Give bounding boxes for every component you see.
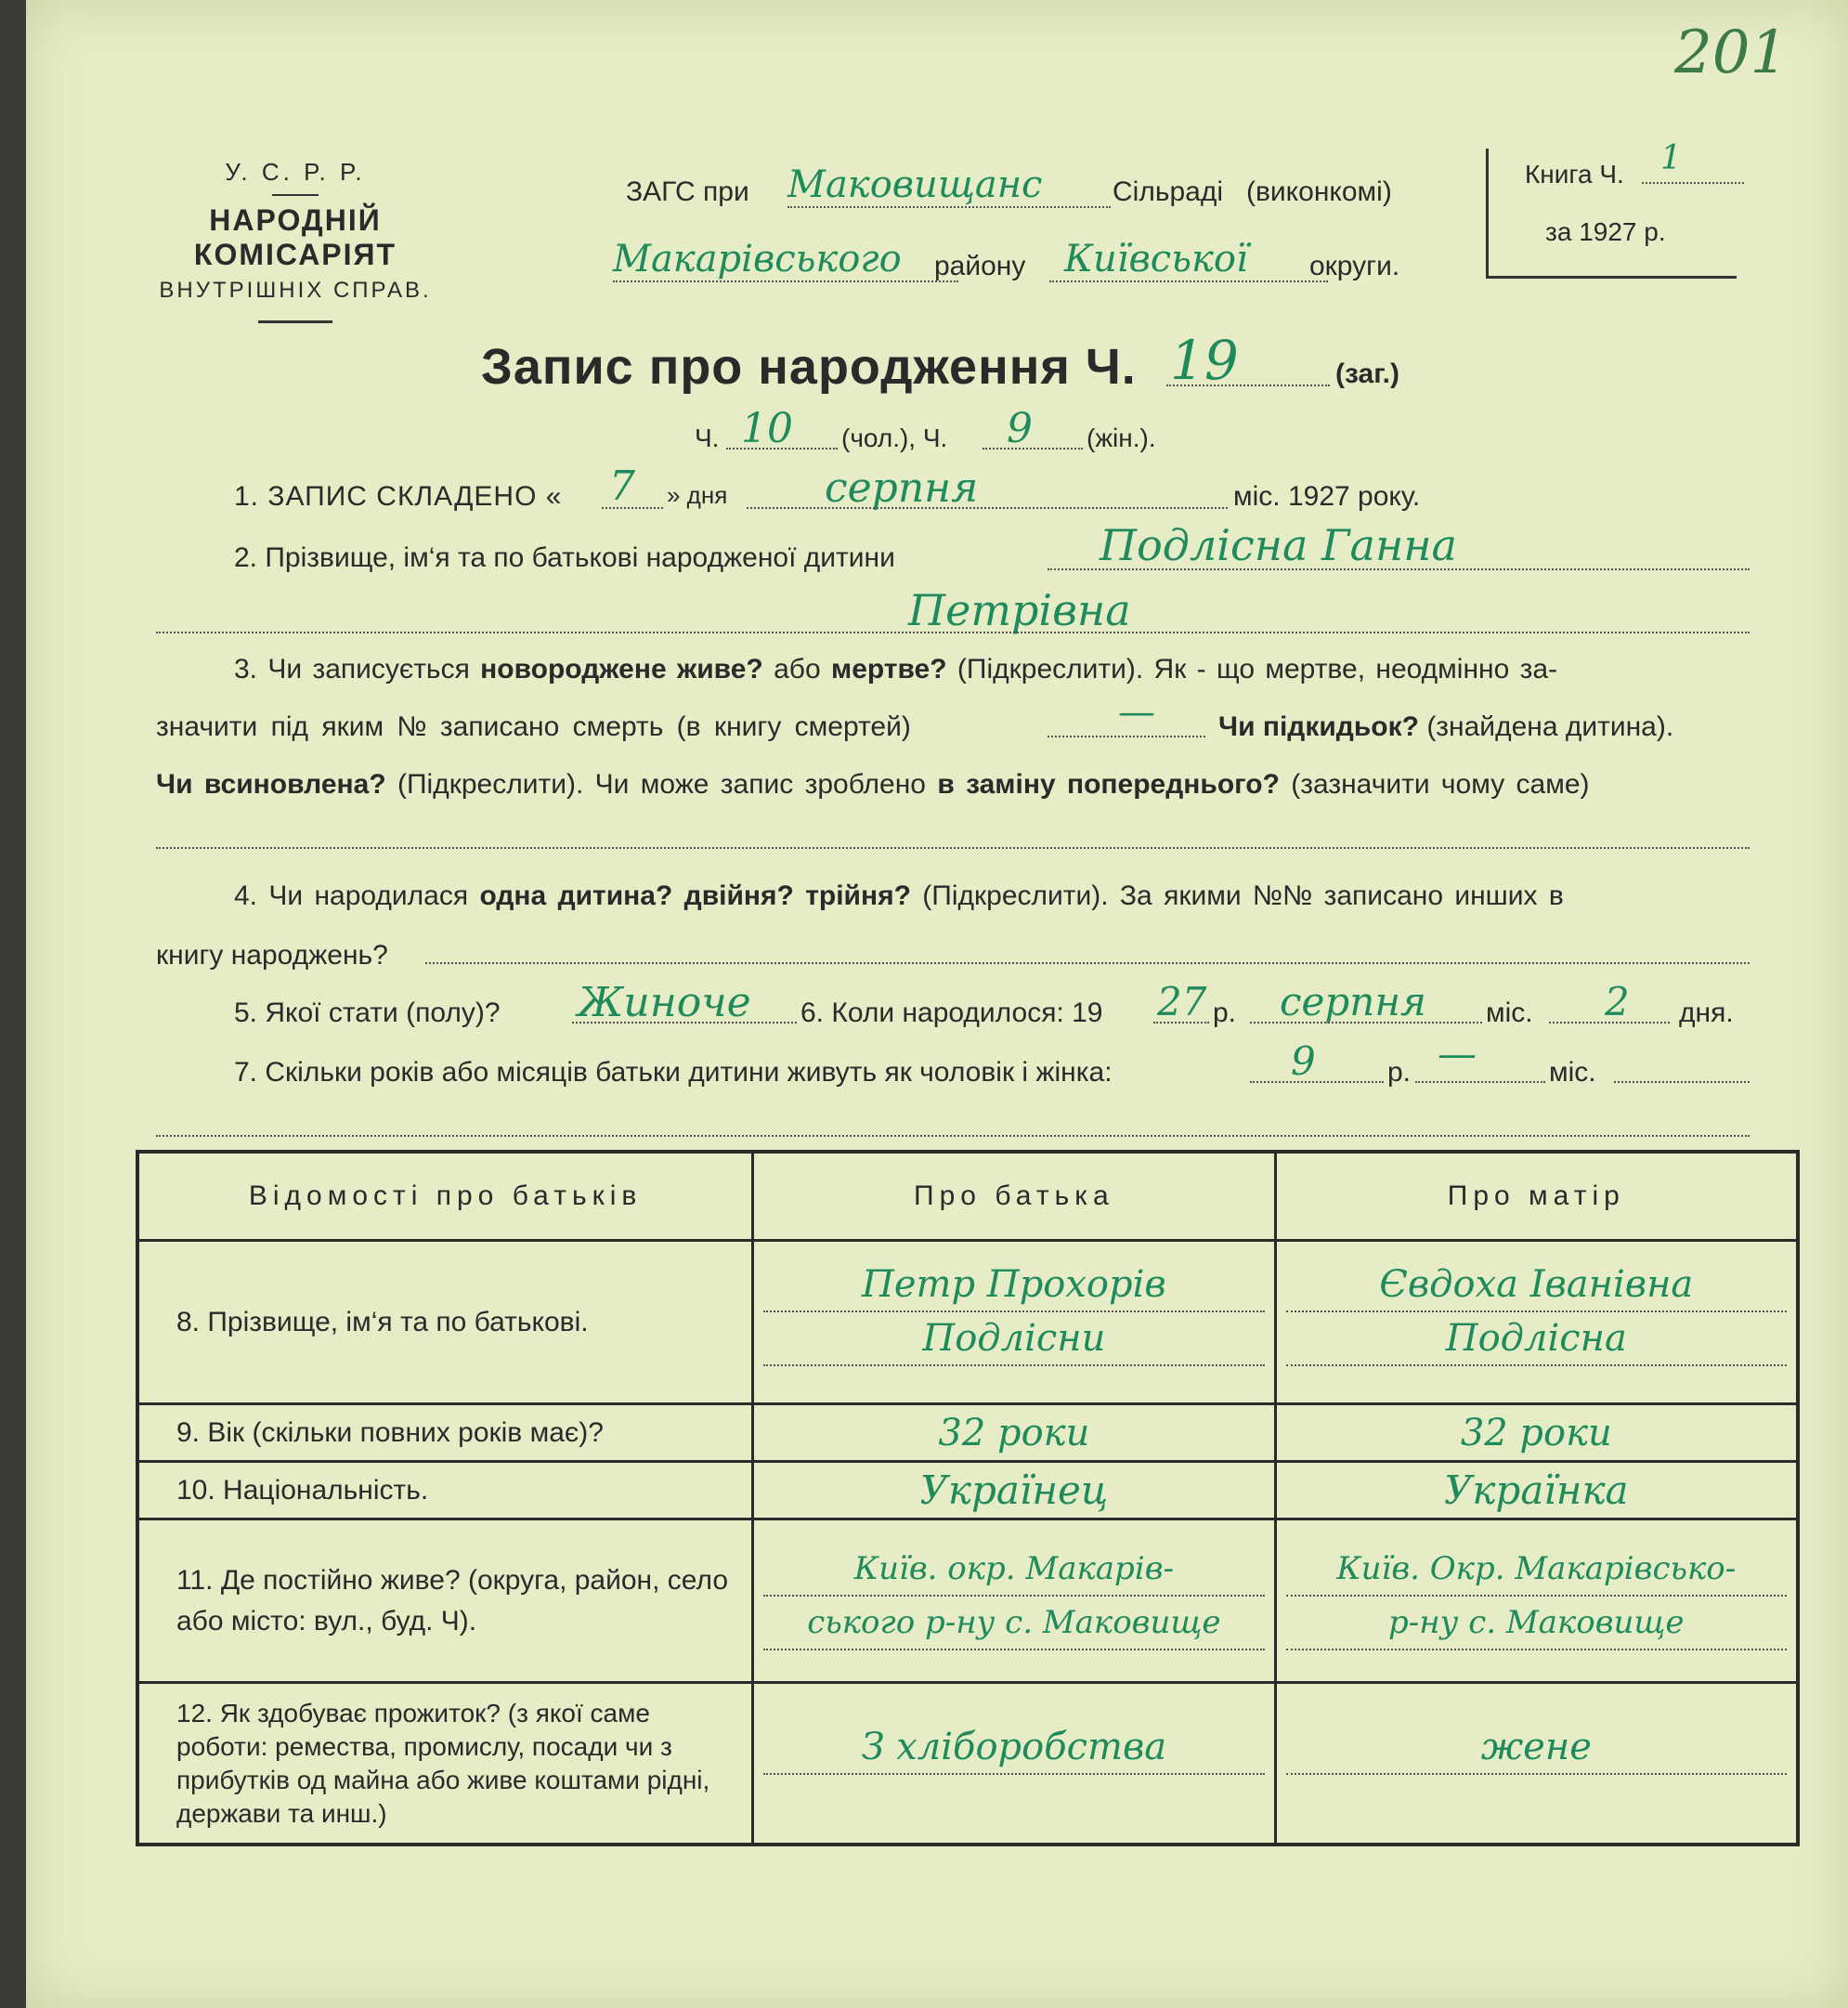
dotted-line [1153,1022,1209,1024]
father-residence-line1: Київ. окр. Макарів- [763,1543,1264,1597]
mother-age: 32 роки [1275,1404,1798,1462]
table-header-row [137,1152,1798,1241]
father-age: 32 роки [753,1404,1275,1462]
father-cell [753,1241,1275,1404]
child-name-line2: Петрівна [908,585,1131,635]
father-occupation: З хліборобства [763,1721,1264,1775]
father-name-line1: Петр Прохорів [763,1258,1264,1312]
male-number: 10 [741,405,793,452]
mother-name-line2: Подлісна [1286,1312,1787,1366]
item6-label: 6. Коли народилося: 19 [800,997,1103,1028]
item3-foundling [1218,711,1673,743]
mother-residence-line1: Київ. Окр. Макарівсько- [1286,1543,1787,1597]
table-row [137,1404,1798,1462]
child-sex: Жиноче [578,979,751,1026]
dotted-line [1642,182,1744,184]
mother-residence-line2: р-ну с. Маковище [1286,1597,1787,1650]
row-label: 11. Де постійно живе? (округа, район, село або місто: вул., буд. Ч). [137,1519,753,1683]
dotted-line [602,507,663,509]
item3-text: значити під яким № записано смерть (в книгу смертей) [156,711,911,742]
male-prefix: Ч. [695,424,720,452]
dotted-line [156,847,1750,849]
record-number: 19 [1170,329,1239,392]
book-label: Книга Ч. [1525,160,1624,189]
header-father: Про батька [753,1152,1275,1241]
dotted-line [983,448,1083,450]
dotted-line [1166,385,1330,386]
header-block [137,158,453,323]
header-info: Відомості про батьків [137,1152,753,1241]
mother-name-line1: Євдоха Іванівна [1286,1258,1787,1312]
years-abbr: р. [1387,1057,1412,1088]
zags-council: Сільраді [1113,176,1224,207]
table-row [137,1462,1798,1519]
item3-text: (Підкреслити). Чи може запис зроблено [397,769,926,800]
item3-line1 [234,654,1557,685]
dotted-line [613,280,958,282]
zags-prefix: ЗАГС при [626,176,749,207]
republic-label: У. С. Р. Р. [225,158,366,186]
item1-day-label: » дня [667,481,728,509]
mother-cell [1275,1241,1798,1404]
commissariat-line2: ВНУТРІШНІХ СПРАВ. [159,278,432,303]
zags-village: Маковищанс [787,163,1043,206]
table-row [137,1683,1798,1845]
father-cell [753,1683,1275,1845]
row-label: 12. Як здобуває прожиток? (з якої саме роботи: ремества, промислу, посади чи з прибутків од майна або живе коштами рідні, держави та инш.) [137,1683,753,1845]
header-mother: Про матір [1275,1152,1798,1241]
replacement-question: в заміну попереднього? [937,769,1280,800]
dotted-line [1250,1022,1482,1024]
book-year: за 1927 р. [1545,217,1666,246]
dotted-line [726,448,838,450]
item4-text: 4. Чи народилася [234,880,469,911]
zags-district: Макарівського [613,238,902,280]
item3-text: або [774,654,821,685]
foundling-question: Чи підкидьок? [1218,711,1419,742]
item3-text: (знайдена дитина). [1426,711,1674,742]
title-suffix: (заг.) [1335,359,1400,389]
birth-year: 27 [1157,979,1207,1024]
mother-cell [1275,1683,1798,1845]
day-abbr: дня. [1679,997,1734,1028]
father-cell [753,1519,1275,1683]
item7-label: 7. Скільки років або місяців батьки дитини живуть як чоловік і жінка: [234,1057,1113,1088]
month-abbr: міс. [1486,997,1533,1028]
child-name-line1: Подлісна Ганна [1100,520,1457,570]
zags-okruha: Київської [1064,238,1248,280]
item3-dead-option: мертве? [831,654,947,685]
dotted-line [1549,1022,1670,1024]
parents-table [136,1150,1800,1846]
dotted-line [1250,1081,1384,1083]
dotted-line [572,1022,797,1024]
divider [258,320,332,323]
male-label: (чол.), Ч. [841,424,948,452]
table-row [137,1241,1798,1404]
dotted-line [156,1135,1750,1137]
item4-text: (Підкреслити). За якими №№ записано инших в [922,880,1564,911]
table-row [137,1519,1798,1683]
item1-day: 7 [609,463,635,510]
district-label: району [934,251,1026,281]
dotted-line [156,632,1750,633]
father-residence-line2: ського р-ну с. Маковище [763,1597,1264,1650]
row-label: 10. Національність. [137,1462,753,1519]
dotted-line [425,962,1750,964]
female-label: (жін.). [1087,424,1156,452]
item1-tail: міс. 1927 року. [1233,481,1421,512]
commissariat-line1: НАРОДНІЙ КОМІСАРІЯТ [193,203,397,271]
item1-label: 1. ЗАПИС СКЛАДЕНО « [234,481,563,512]
item3-text: (зазначити чому саме) [1291,769,1590,800]
document-page [26,0,1848,2008]
item3-line3 [156,769,1590,801]
zags-executive: (виконкомі) [1246,176,1392,207]
father-nationality: Українец [753,1462,1275,1519]
adopted-question: Чи всиновлена? [156,769,386,800]
book-box-bottom [1486,276,1737,279]
divider [272,194,319,196]
death-record-number: — [1118,691,1155,734]
okruha-label: округи. [1309,251,1400,281]
months-abbr: міс. [1549,1057,1596,1088]
father-name-line2: Подлісни [763,1312,1264,1366]
item2-label: 2. Прізвище, ім‘я та по батькові народженої дитини [234,542,895,573]
birth-day: 2 [1605,979,1630,1024]
book-box-left [1486,149,1494,279]
dotted-line [1614,1081,1750,1083]
item4-line1 [234,880,1564,912]
item3-text: (Підкреслити). Як - що мертве, неодмінно за- [957,654,1558,685]
dotted-line [1049,280,1328,282]
item3-line2 [156,711,911,743]
year-abbr: р. [1213,997,1237,1028]
item4-line2: книгу народжень? [156,940,388,971]
row-label: 9. Вік (скільки повних років має)? [137,1404,753,1462]
dotted-line [1415,1081,1545,1083]
dotted-line [787,206,1111,208]
item3-text: 3. Чи записується [234,654,470,685]
row-label: 8. Прізвище, ім‘я та по батькові. [137,1241,753,1404]
mother-nationality: Українка [1275,1462,1798,1519]
marriage-years: 9 [1291,1038,1316,1084]
dotted-line [1048,736,1205,737]
item4-birth-options: одна дитина? двійня? трійня? [479,880,911,911]
item1-month: серпня [825,464,979,512]
mother-occupation: жене [1286,1721,1787,1775]
female-number: 9 [1007,405,1033,452]
page-number: 201 [1674,19,1789,87]
marriage-months: — [1438,1031,1477,1076]
birth-month: серпня [1280,979,1426,1024]
dotted-line [747,507,1228,509]
book-number: 1 [1660,139,1682,177]
item5-label: 5. Якої стати (полу)? [234,997,501,1028]
dotted-line [1048,568,1750,570]
item3-alive-option: новороджене живе? [480,654,763,685]
mother-cell [1275,1519,1798,1683]
document-title: Запис про народження Ч. [481,339,1137,395]
